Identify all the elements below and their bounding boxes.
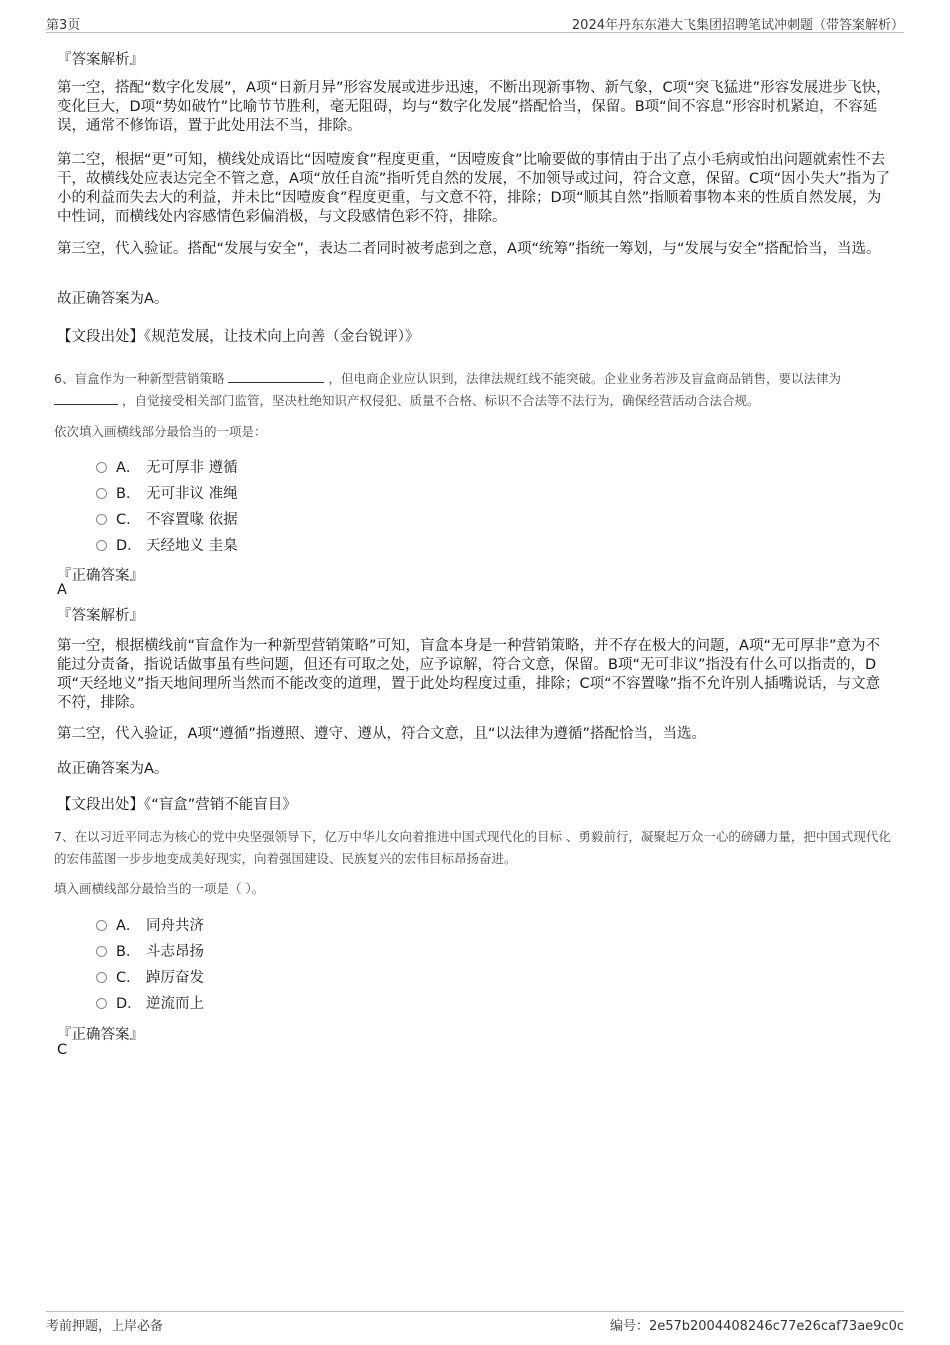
option-d[interactable]: D． 天经地义 圭臬 bbox=[96, 536, 238, 556]
option-c[interactable]: C． 不容置喙 依据 bbox=[96, 510, 238, 530]
radio-icon[interactable] bbox=[96, 946, 107, 957]
blank-line bbox=[54, 391, 118, 405]
document-title: 2024年丹东东港大飞集团招聘笔试冲刺题（带答案解析） bbox=[571, 18, 904, 33]
stem-part: ，但电商企业应认识到，法律法规红线不能突破。企业业务若涉及盲盒商品销售，要以法律为 bbox=[328, 371, 841, 386]
answer-statement: 故正确答案为A。 bbox=[57, 761, 169, 777]
question-prompt: 依次填入画横线部分最恰当的一项是： bbox=[54, 424, 267, 439]
stem-part: 6、盲盒作为一种新型营销策略 bbox=[54, 371, 225, 386]
analysis-paragraph: 第二空，代入验证，A项“遵循”指遵照、遵守、遵从，符合文意，且“以法律为遵循”搭配恰当，当选。 bbox=[57, 726, 706, 742]
source-citation: 【文段出处】《规范发展，让技术向上向善（金台锐评）》 bbox=[57, 329, 420, 345]
option-b[interactable]: B． 斗志昂扬 bbox=[96, 942, 204, 962]
radio-icon[interactable] bbox=[96, 972, 107, 983]
correct-answer: C bbox=[57, 1042, 68, 1058]
analysis-paragraph: 第三空，代入验证。搭配“发展与安全”，表达二者同时被考虑到之意，A项“统筹”指统一筹划，与“发展与安全”搭配恰当，当选。 bbox=[57, 241, 881, 257]
page-footer bbox=[46, 1311, 904, 1334]
radio-icon[interactable] bbox=[96, 514, 107, 525]
correct-answer: A bbox=[57, 582, 67, 598]
analysis-paragraph: 第一空，根据横线前“盲盒作为一种新型营销策略”可知，盲盒本身是一种营销策略，并不存在极大的问题，A项“无可厚非”意为不能过分责备，指说话做事虽有些问题，但还有可取之处，应予谅解，符合文意，保留。B项“无可非议”指没有什么可以指责的，D项“天经地义”指天地间理所当然而不能改变的道理，置于此处均程度过重，排除；C项“不容置喙”指不允许别人插嘴说话，与文意不符，排除。 bbox=[57, 638, 881, 711]
question-prompt: 填入画横线部分最恰当的一项是（ ）。 bbox=[54, 881, 265, 896]
radio-icon[interactable] bbox=[96, 488, 107, 499]
page-number: 第3页 bbox=[46, 18, 81, 33]
correct-answer-label: 『正确答案』 bbox=[57, 568, 144, 584]
option-b[interactable]: B． 无可非议 准绳 bbox=[96, 484, 238, 504]
footer-slogan: 考前押题，上岸必备 bbox=[46, 1319, 164, 1334]
radio-icon[interactable] bbox=[96, 462, 107, 473]
analysis-label: 『答案解析』 bbox=[57, 608, 144, 624]
source-citation: 【文段出处】《“盲盒”营销不能盲目》 bbox=[57, 797, 297, 813]
answer-statement: 故正确答案为A。 bbox=[57, 291, 169, 307]
question-stem bbox=[54, 368, 894, 412]
option-a[interactable]: A． 无可厚非 遵循 bbox=[96, 458, 238, 478]
radio-icon[interactable] bbox=[96, 920, 107, 931]
option-d[interactable]: D． 逆流而上 bbox=[96, 994, 204, 1014]
radio-icon[interactable] bbox=[96, 540, 107, 551]
stem-part: ，自觉接受相关部门监管，坚决杜绝知识产权侵犯、质量不合格、标识不合法等不法行为，确保经营活动合法合规。 bbox=[121, 393, 760, 408]
analysis-paragraph: 第一空，搭配“数字化发展”，A项“日新月异”形容发展或进步迅速，不断出现新事物、新气象，C项“突飞猛进”形容发展进步飞快，变化巨大，D项“势如破竹”比喻节节胜利，毫无阻碍，均与“数字化发展”搭配恰当，保留。B项“间不容息”形容时机紧迫，不容延误，通常不修饰语，置于此处用法不当，排除。 bbox=[57, 80, 891, 134]
document-id: 编号：2e57b2004408246c77e26caf73ae9c0c bbox=[609, 1319, 904, 1334]
radio-icon[interactable] bbox=[96, 998, 107, 1009]
question-stem: 7、在以习近平同志为核心的党中央坚强领导下，亿万中华儿女向着推进中国式现代化的目标 、勇毅前行，凝聚起万众一心的磅礴力量，把中国式现代化的宏伟蓝图一步步地变成美好现实，向着强国建设、民族复兴的宏伟目标昂扬奋进。 bbox=[54, 829, 891, 866]
option-c[interactable]: C． 踔厉奋发 bbox=[96, 968, 204, 988]
page-header bbox=[46, 12, 904, 33]
analysis-paragraph: 第二空，根据“更”可知，横线处成语比“因噎废食”程度更重，“因噎废食”比喻要做的事情由于出了点小毛病或怕出问题就索性不去干，故横线处应表达完全不管之意，A项“放任自流”指听凭自然的发展，不加领导或过问，符合文意，保留。C项“因小失大”指为了小的利益而失去大的利益，并未比“因噎废食”程度更重，与文意不符，排除；D项“顺其自然”指顺着事物本来的性质自然发展，为中性词，而横线处内容感情色彩偏消极，与文段感情色彩不符，排除。 bbox=[57, 152, 891, 225]
option-a[interactable]: A． 同舟共济 bbox=[96, 916, 204, 936]
blank-line bbox=[228, 369, 324, 383]
correct-answer-label: 『正确答案』 bbox=[57, 1027, 144, 1043]
analysis-label: 『答案解析』 bbox=[57, 52, 144, 68]
